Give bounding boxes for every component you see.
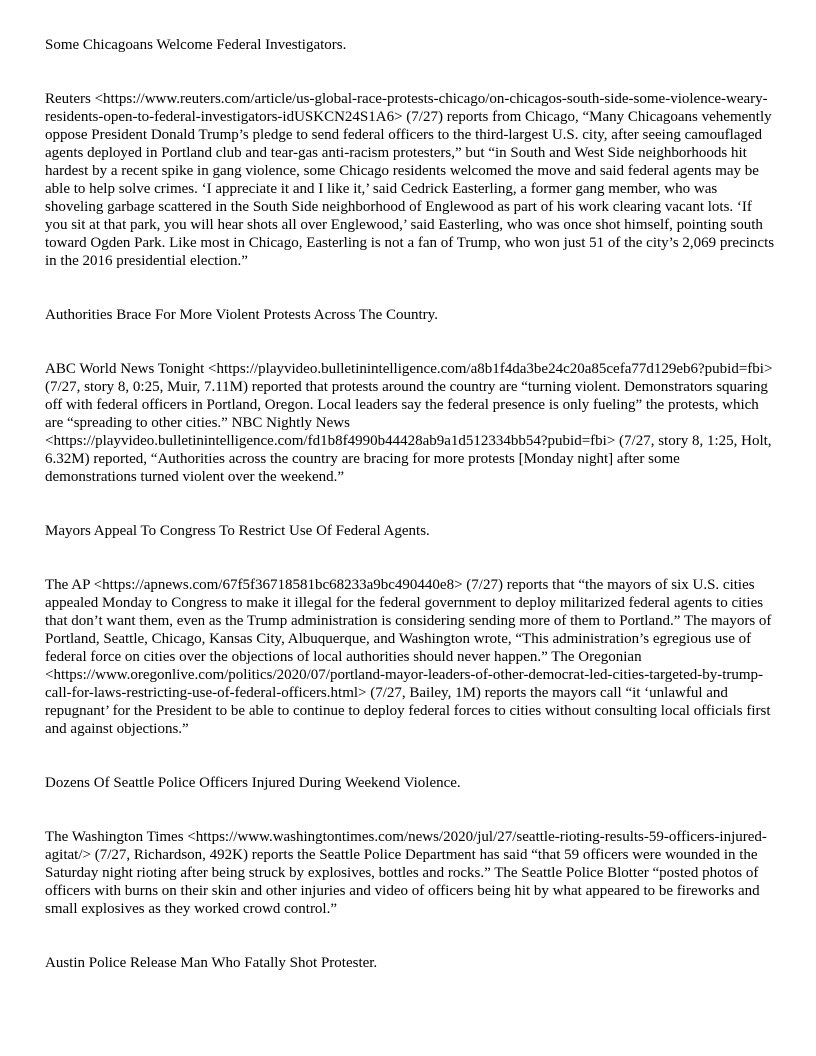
article-paragraph-washington-times-seattle: The Washington Times <https://www.washingtontimes.com/news/2020/jul/27/seattle-rioting-results-59-officers-injured-agitat/> (7/27, Richardson, 492K) reports the Seattle Police Department has said “that 59 officers were wounded in the Saturday night rioting after being struck by explosives, bottles and rocks.” The Seattle Police Blotter “posted photos of officers with burns on their skin and other injuries and video of officers being hit by what appeared to be fireworks and small explosives as they worked crowd control.”: [45, 829, 767, 917]
headline-austin-police-release-man: Austin Police Release Man Who Fatally Shot Protester.: [45, 955, 378, 971]
spacer: [45, 270, 775, 306]
article-paragraph-reuters-chicago: Reuters <https://www.reuters.com/article/us-global-race-protests-chicago/on-chicagos-south-side-some-violence-weary-residents-open-to-federal-investigators-idUSKCN24S1A6> (7/27) reports from Chicago, “Many Chicagoans vehemently oppose President Donald Trump’s pledge to send federal officers to the third-largest U.S. city, after seeing camouflaged agents deployed in Portland club and tear-gas anti-racism protesters,” but “in South and West Side neighborhoods hit hardest by a recent spike in gang violence, some Chicago residents welcomed the move and said federal agents may be able to help solve crimes. ‘I appreciate it and I like it,’ said Cedrick Easterling, a former gang member, who was shoveling garbage scattered in the South Side neighborhood of Englewood as part of his work clearing vacant lots. ‘If you sit at that park, you will hear shots all over Englewood,’ said Easterling, who was once shot himself, pointing south toward Ogden Park. Like most in Chicago, Easterling is not a fan of Trump, who won just 51 of the city’s 2,069 precincts in the 2016 presidential election.”: [45, 91, 775, 269]
spacer: [45, 486, 775, 522]
document-page: [45, 36, 775, 972]
spacer: [45, 792, 775, 828]
headline-mayors-appeal-to-congress: Mayors Appeal To Congress To Restrict Use Of Federal Agents.: [45, 523, 430, 539]
article-paragraph-ap-mayors: The AP <https://apnews.com/67f5f36718581bc68233a9bc490440e8> (7/27) reports that “the mayors of six U.S. cities appealed Monday to Congress to make it illegal for the federal government to deploy militarized federal agents to cities that don’t want them, even as the Trump administration is considering sending more of them to Portland.” The mayors of Portland, Seattle, Chicago, Kansas City, Albuquerque, and Washington wrote, “This administration’s egregious use of federal force on cities over the objections of local authorities should never happen.” The Oregonian <https://www.oregonlive.com/politics/2020/07/portland-mayor-leaders-of-other-democrat-led-cities-targeted-by-trump-call-for-laws-restricting-use-of-federal-officers.html> (7/27, Bailey, 1M) reports the mayors call “it ‘unlawful and repugnant’ for the President to be able to continue to deploy federal forces to cities without consulting local officials first and against objections.”: [45, 577, 772, 737]
article-paragraph-abc-nbc-protests: ABC World News Tonight <https://playvideo.bulletinintelligence.com/a8b1f4da3be24c20a85cefa77d129eb6?pubid=fbi> (7/27, story 8, 0:25, Muir, 7.11M) reported that protests around the country are “turning violent. Demonstrators squaring off with federal officers in Portland, Oregon. Local leaders say the federal presence is only fueling” the protests, which are “spreading to other cities.” NBC Nightly News <https://playvideo.bulletinintelligence.com/fd1b8f4990b44428ab9a1d512334bb54?pubid=fbi> (7/27, story 8, 1:25, Holt, 6.32M) reported, “Authorities across the country are bracing for more protests [Monday night] after some demonstrations turned violent over the weekend.”: [45, 361, 773, 485]
spacer: [45, 738, 775, 774]
spacer: [45, 324, 775, 360]
spacer: [45, 540, 775, 576]
headline-authorities-brace-for-protests: Authorities Brace For More Violent Protests Across The Country.: [45, 307, 438, 323]
headline-chicagoans-welcome-federal-investigators: Some Chicagoans Welcome Federal Investigators.: [45, 37, 347, 53]
spacer: [45, 918, 775, 954]
headline-seattle-police-injured: Dozens Of Seattle Police Officers Injured During Weekend Violence.: [45, 775, 461, 791]
spacer: [45, 54, 775, 90]
